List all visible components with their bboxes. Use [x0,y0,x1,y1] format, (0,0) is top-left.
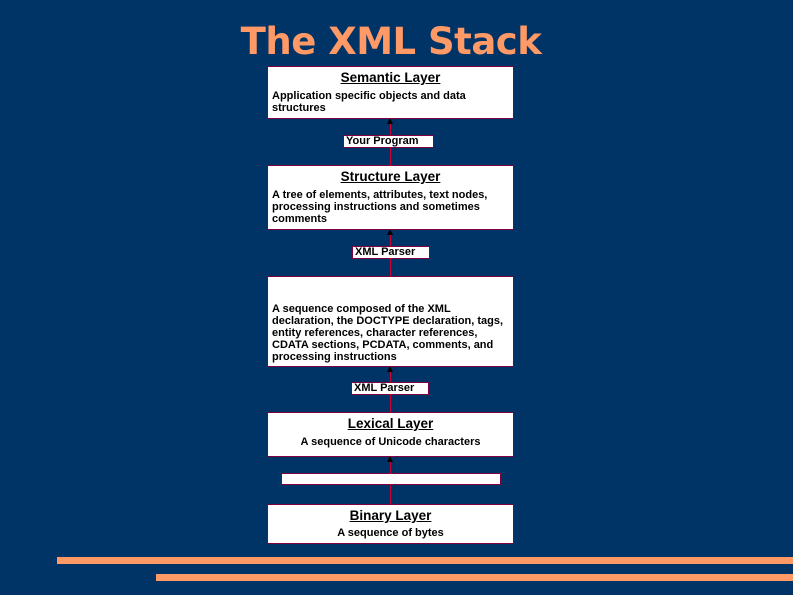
syntax-layer-desc: A sequence composed of the XML declaration, the DOCTYPE declaration, tags, entity references, character references, CDATA sections, PCDATA, comments, and processing instructions [272,303,504,363]
structure-layer-title: Structure Layer [340,169,441,184]
your-program-label: Your Program [343,135,434,148]
decoder-label [281,473,501,485]
binary-layer-desc: A sequence of bytes [337,527,444,539]
structure-layer-desc: A tree of elements, attributes, text nodes, processing instructions and sometimes comments [272,189,488,225]
decorative-stripe-bottom [156,574,793,581]
binary-layer-title: Binary Layer [349,508,432,523]
semantic-layer-desc: Application specific objects and data structures [272,90,466,114]
structure-layer-box [267,165,514,230]
semantic-layer-title: Semantic Layer [340,70,441,85]
xml-parser-label: XML Parser [351,382,429,395]
binary-layer-box [267,504,514,544]
lexical-layer-desc: A sequence of Unicode characters [300,436,481,448]
xml-parser-label: XML Parser [352,246,430,259]
lexical-layer-title: Lexical Layer [347,416,434,431]
lexical-layer-box [267,412,514,457]
syntax-layer-box [267,276,514,367]
semantic-layer-box [267,66,514,119]
decorative-stripe-top [57,557,793,564]
page-title: The XML Stack [240,20,542,63]
syntax-layer-title [268,277,513,294]
